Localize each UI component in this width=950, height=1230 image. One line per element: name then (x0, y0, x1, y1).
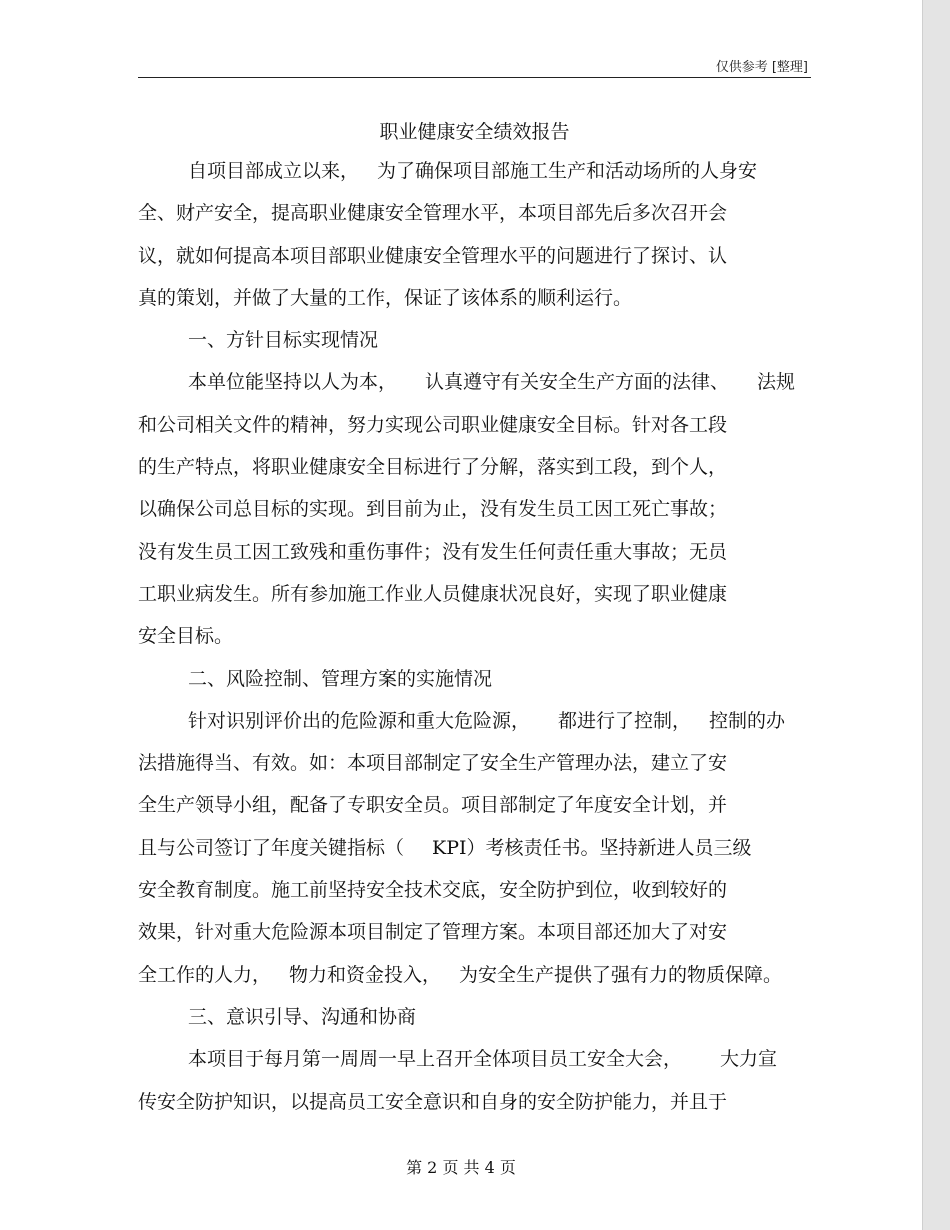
paragraph-line: 议，就如何提高本项目部职业健康安全管理水平的问题进行了探讨、认 (138, 244, 728, 267)
paragraph-line: 传安全防护知识，以提高员工安全意识和自身的安全防护能力，并且于 (138, 1090, 728, 1113)
header-note: 仅供参考 [整理] (715, 60, 808, 75)
paragraph-line: 法措施得当、有效。如：本项目部制定了安全生产管理办法，建立了安 (138, 752, 728, 775)
paragraph-line: 本项目于每月第一周周一早上召开全体项目员工安全大会， 大力宣 (188, 1048, 778, 1071)
paragraph-line: 安全教育制度。施工前坚持安全技术交底，安全防护到位，收到较好的 (138, 879, 728, 902)
paragraph-line: 自项目部成立以来， 为了确保项目部施工生产和活动场所的人身安 (188, 160, 758, 182)
paragraph-line: 真的策划，并做了大量的工作，保证了该体系的顺利运行。 (138, 286, 633, 309)
paragraph-line: 全工作的人力， 物力和资金投入， 为安全生产提供了强有力的物质保障。 (138, 963, 783, 986)
page-number: 第 2 页 共 4 页 (406, 1158, 516, 1177)
paragraph-line: 没有发生员工因工致残和重伤事件；没有发生任何责任重大事故；无员 (138, 540, 728, 563)
header-rule (138, 77, 811, 78)
paragraph-line: 以确保公司总目标的实现。到目前为止，没有发生员工因工死亡事故； (138, 498, 728, 521)
paragraph-line: 针对识别评价出的危险源和重大危险源， 都进行了控制， 控制的办 (188, 709, 786, 732)
document-body (138, 150, 811, 1123)
section-heading: 三、意识引导、沟通和协商 (188, 1005, 417, 1028)
paragraph-line: 的生产特点，将职业健康安全目标进行了分解，落实到工段，到个人， (138, 456, 728, 479)
document-title: 职业健康安全绩效报告 (379, 121, 570, 143)
paragraph-line: 和公司相关文件的精神，努力实现公司职业健康安全目标。针对各工段 (138, 413, 728, 436)
paragraph-line: 全生产领导小组，配备了专职安全员。项目部制定了年度安全计划，并 (138, 794, 728, 817)
paragraph-line: 效果，针对重大危险源本项目制定了管理方案。本项目部还加大了对安 (138, 921, 728, 944)
paragraph-line: 全、财产安全，提高职业健康安全管理水平，本项目部先后多次召开会 (138, 202, 728, 225)
paragraph-line: 工职业病发生。所有参加施工作业人员健康状况良好，实现了职业健康 (138, 582, 728, 605)
section-heading: 一、方针目标实现情况 (188, 329, 379, 352)
paragraph-line: 本单位能坚持以人为本， 认真遵守有关安全生产方面的法律、 法规 (188, 371, 796, 394)
section-heading: 二、风险控制、管理方案的实施情况 (188, 667, 493, 690)
paragraph-line: 且与公司签订了年度关键指标（ KPI）考核责任书。坚持新进人员三级 (138, 836, 752, 859)
paragraph-line: 安全目标。 (138, 625, 234, 648)
